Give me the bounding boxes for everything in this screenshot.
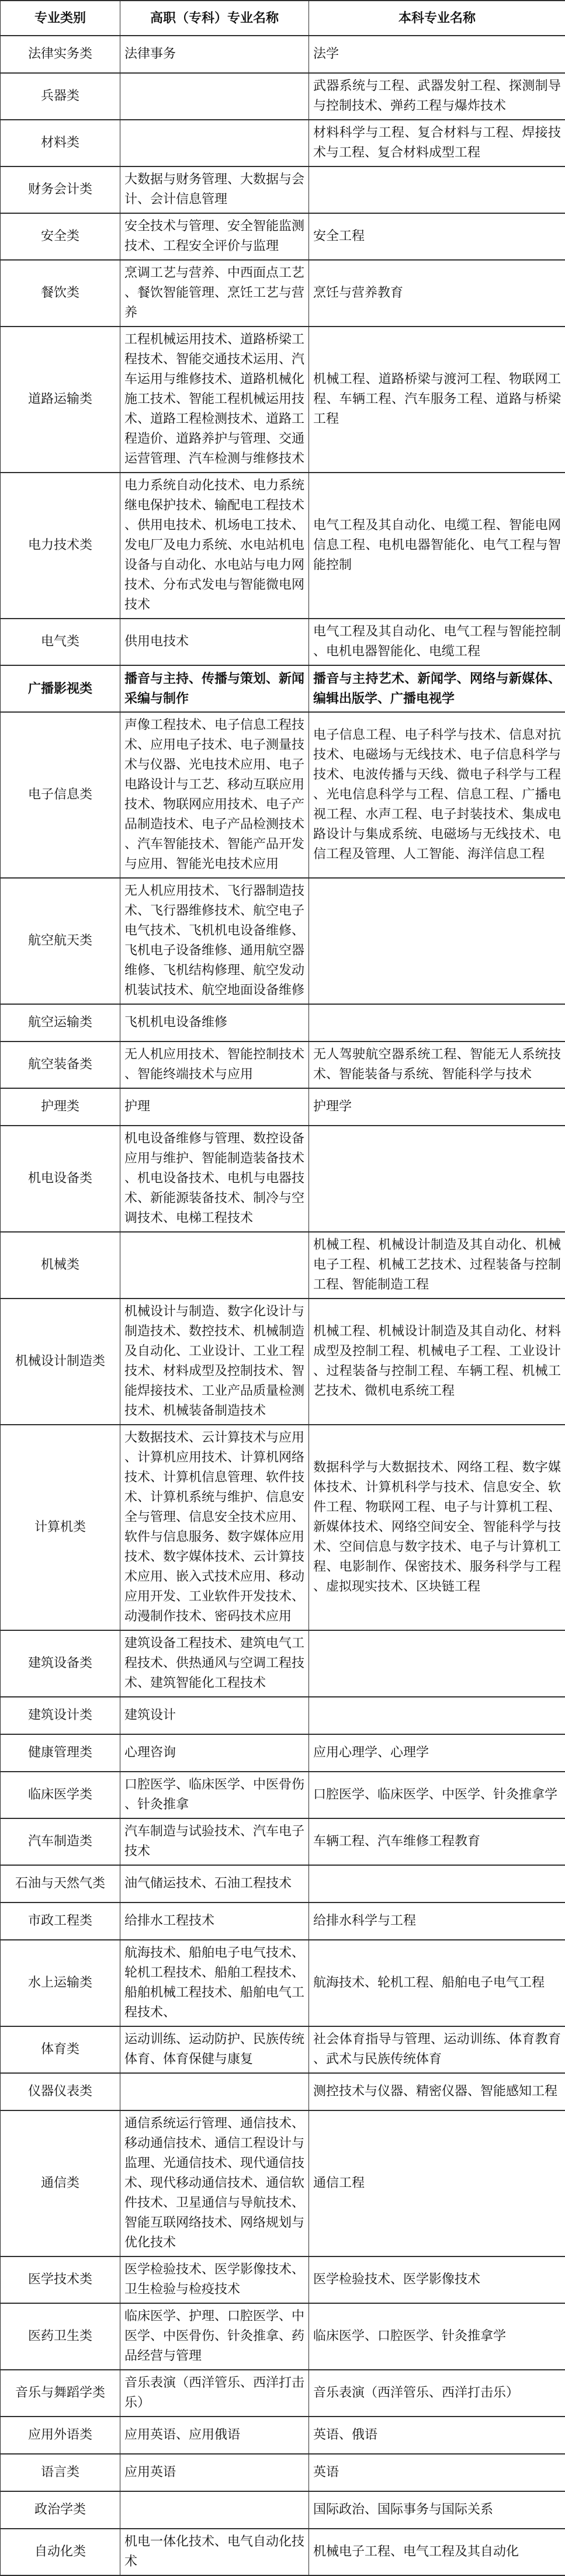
benke-majors-cell: 电子信息工程、电子科学与技术、信息对抗技术、电磁场与无线技术、电子信息科学与技术、电波传播与天线、微电子科学与工程、光电信息科学与工程、信息工程、广播电视工程、水声工程、电子封装技术、集成电路设计与集成系统、电磁场与无线技术、电信工程及管理、人工智能、海洋信息工程: [309, 712, 565, 878]
category-cell: 市政工程类: [1, 1903, 120, 1940]
gaozhi-majors-cell: 汽车制造与试验技术、汽车电子技术: [120, 1818, 309, 1865]
table-row: [1, 213, 565, 260]
category-cell: 道路运输类: [1, 327, 120, 473]
benke-majors-cell: 测控技术与仪器、精密仪器、智能感知工程: [309, 2073, 565, 2110]
benke-majors-cell: 应用心理学、心理学: [309, 1734, 565, 1772]
category-cell: 护理类: [1, 1088, 120, 1126]
gaozhi-majors-cell: [120, 1232, 309, 1299]
category-cell: 体育类: [1, 2026, 120, 2073]
category-cell: 水上运输类: [1, 1940, 120, 2026]
category-cell: 语言类: [1, 2454, 120, 2491]
gaozhi-majors-cell: 通信系统运行管理、通信技术、移动通信技术、通信工程设计与监理、光通信技术、现代通信技术、现代移动通信技术、通信软件技术、卫星通信与导航技术、智能互联网络技术、网络规划与优化技术: [120, 2110, 309, 2256]
benke-majors-cell: [309, 1865, 565, 1903]
benke-majors-cell: 通信工程: [309, 2110, 565, 2256]
category-cell: 政治学类: [1, 2491, 120, 2529]
category-cell: 航空运输类: [1, 1004, 120, 1041]
table-row: [1, 260, 565, 327]
category-cell: 通信类: [1, 2110, 120, 2256]
gaozhi-majors-cell: 口腔医学、临床医学、中医骨伤、针灸推拿: [120, 1772, 309, 1818]
gaozhi-majors-cell: [120, 2491, 309, 2529]
category-cell: 电力技术类: [1, 473, 120, 619]
gaozhi-majors-cell: [120, 73, 309, 120]
category-cell: 餐饮类: [1, 260, 120, 327]
gaozhi-majors-cell: 烹调工艺与营养、中西面点工艺、餐饮智能管理、烹饪工艺与营养: [120, 260, 309, 327]
category-cell: 建筑设计类: [1, 1697, 120, 1734]
table-row: [1, 1734, 565, 1772]
benke-majors-cell: 国际政治、国际事务与国际关系: [309, 2491, 565, 2529]
table-row: [1, 2303, 565, 2370]
col-header-gaozhi-majors: 高职（专科）专业名称: [120, 1, 309, 36]
benke-majors-cell: [309, 1697, 565, 1734]
benke-majors-cell: 音乐表演（西洋管乐、西洋打击乐）: [309, 2370, 565, 2417]
benke-majors-cell: 护理学: [309, 1088, 565, 1126]
benke-majors-cell: [309, 878, 565, 1004]
table-row: [1, 2256, 565, 2303]
benke-majors-cell: 机械工程、机械设计制造及其自动化、材料成型及控制工程、机械电子工程、工业设计、过程装备与控制工程、车辆工程、机械工艺技术、微机电系统工程: [309, 1299, 565, 1425]
benke-majors-cell: 英语、俄语: [309, 2417, 565, 2454]
benke-majors-cell: 电气工程及其自动化、电缆工程、智能电网信息工程、电机电器智能化、电气工程与智能控制: [309, 473, 565, 619]
benke-majors-cell: [309, 166, 565, 213]
gaozhi-majors-cell: 建筑设备工程技术、建筑电气工程技术、供热通风与空调工程技术、建筑智能化工程技术: [120, 1630, 309, 1697]
gaozhi-majors-cell: 机械设计与制造、数字化设计与制造技术、数控技术、机械制造及自动化、工业设计、工业工程技术、材料成型及控制技术、智能焊接技术、工业产品质量检测技术、机械装备制造技术: [120, 1299, 309, 1425]
category-cell: 应用外语类: [1, 2417, 120, 2454]
category-cell: 建筑设备类: [1, 1630, 120, 1697]
table-row: [1, 1630, 565, 1697]
table-row: [1, 2417, 565, 2454]
table-row: [1, 327, 565, 473]
gaozhi-majors-cell: 临床医学、护理、口腔医学、中医学、中医骨伤、针灸推拿、药品经营与管理: [120, 2303, 309, 2370]
gaozhi-majors-cell: 油气储运技术、石油工程技术: [120, 1865, 309, 1903]
col-header-category: 专业类别: [1, 1, 120, 36]
benke-majors-cell: 电气工程及其自动化、电气工程与智能控制、电机电器智能化、电缆工程: [309, 619, 565, 665]
gaozhi-majors-cell: 飞机机电设备维修: [120, 1004, 309, 1041]
benke-majors-cell: [309, 1004, 565, 1041]
category-cell: 自动化类: [1, 2529, 120, 2575]
gaozhi-majors-cell: 大数据技术、云计算技术与应用、计算机应用技术、计算机网络技术、计算机信息管理、软件技术、计算机系统与维护、信息安全与管理、信息安全技术应用、软件与信息服务、数字媒体应用技术、数字媒体技术、云计算技术应用、嵌入式技术应用、移动应用开发、工业软件开发技术、动漫制作技术、密码技术应用: [120, 1425, 309, 1630]
gaozhi-majors-cell: 机电设备维修与管理、数控设备应用与维护、智能制造装备技术、机电设备技术、电机与电器技术、新能源装备技术、制冷与空调技术、电梯工程技术: [120, 1126, 309, 1232]
category-cell: 法律实务类: [1, 36, 120, 73]
gaozhi-majors-cell: 大数据与财务管理、大数据与会计、会计信息管理: [120, 166, 309, 213]
gaozhi-majors-cell: 电力系统自动化技术、电力系统继电保护技术、输配电工程技术、供用电技术、机场电工技术、发电厂及电力系统、水电站机电设备与自动化、水电站与电力网技术、分布式发电与智能微电网技术: [120, 473, 309, 619]
category-cell: 航空装备类: [1, 1041, 120, 1088]
table-row: [1, 2370, 565, 2417]
category-cell: 机电设备类: [1, 1126, 120, 1232]
category-cell: 材料类: [1, 120, 120, 166]
category-cell: 石油与天然气类: [1, 1865, 120, 1903]
benke-majors-cell: 医学检验技术、医学影像技术: [309, 2256, 565, 2303]
table-row: [1, 619, 565, 665]
benke-majors-cell: 无人驾驶航空器系统工程、智能无人系统技术、智能装备与系统、智能科学与技术: [309, 1041, 565, 1088]
category-cell: 安全类: [1, 213, 120, 260]
gaozhi-majors-cell: 供用电技术: [120, 619, 309, 665]
category-cell: 健康管理类: [1, 1734, 120, 1772]
category-cell: 广播影视类: [1, 665, 120, 712]
table-row: [1, 473, 565, 619]
benke-majors-cell: 机械工程、道路桥梁与渡河工程、物联网工程、车辆工程、汽车服务工程、道路与桥梁工程: [309, 327, 565, 473]
gaozhi-majors-cell: 安全技术与管理、安全智能监测技术、工程安全评价与监理: [120, 213, 309, 260]
table-row: [1, 1004, 565, 1041]
table-row: [1, 1126, 565, 1232]
table-body: [1, 36, 565, 2575]
category-cell: 机械设计制造类: [1, 1299, 120, 1425]
table-row: [1, 665, 565, 712]
table-row: [1, 73, 565, 120]
table-row: [1, 712, 565, 878]
benke-majors-cell: 材料科学与工程、复合材料与工程、焊接技术与工程、复合材料成型工程: [309, 120, 565, 166]
benke-majors-cell: 航海技术、轮机工程、船舶电子电气工程: [309, 1940, 565, 2026]
table-row: [1, 2026, 565, 2073]
table-row: [1, 2454, 565, 2491]
table-row: [1, 36, 565, 73]
table-row: [1, 120, 565, 166]
benke-majors-cell: 数据科学与大数据技术、网络工程、数字媒体技术、计算机科学与技术、信息安全、软件工程、物联网工程、电子与计算机工程、新媒体技术、网络空间安全、智能科学与技术、空间信息与数字技术、电子与计算机工程、电影制作、保密技术、服务科学与工程、虚拟现实技术、区块链工程: [309, 1425, 565, 1630]
table-row: [1, 166, 565, 213]
gaozhi-majors-cell: 法律事务: [120, 36, 309, 73]
benke-majors-cell: 英语: [309, 2454, 565, 2491]
table-row: [1, 1940, 565, 2026]
table-row: [1, 1772, 565, 1818]
category-cell: 机械类: [1, 1232, 120, 1299]
category-cell: 医学技术类: [1, 2256, 120, 2303]
gaozhi-majors-cell: 应用英语: [120, 2454, 309, 2491]
header-row: [1, 1, 565, 36]
gaozhi-majors-cell: 运动训练、运动防护、民族传统体育、体育保健与康复: [120, 2026, 309, 2073]
gaozhi-majors-cell: [120, 120, 309, 166]
category-cell: 航空航天类: [1, 878, 120, 1004]
category-cell: 计算机类: [1, 1425, 120, 1630]
benke-majors-cell: 武器系统与工程、武器发射工程、探测制导与控制技术、弹药工程与爆炸技术: [309, 73, 565, 120]
gaozhi-majors-cell: 工程机械运用技术、道路桥梁工程技术、智能交通技术运用、汽车运用与维修技术、道路机械化施工技术、智能工程机械运用技术、道路工程检测技术、道路工程造价、道路养护与管理、交通运营管理、汽车检测与维修技术: [120, 327, 309, 473]
category-cell: 兵器类: [1, 73, 120, 120]
category-cell: 音乐与舞蹈学类: [1, 2370, 120, 2417]
table-row: [1, 1041, 565, 1088]
table-row: [1, 1299, 565, 1425]
gaozhi-majors-cell: 机电一体化技术、电气自动化技术: [120, 2529, 309, 2575]
category-cell: 汽车制造类: [1, 1818, 120, 1865]
benke-majors-cell: 车辆工程、汽车维修工程教育: [309, 1818, 565, 1865]
gaozhi-majors-cell: 音乐表演（西洋管乐、西洋打击乐）: [120, 2370, 309, 2417]
table-row: [1, 1088, 565, 1126]
table-row: [1, 2110, 565, 2256]
category-cell: 电子信息类: [1, 712, 120, 878]
gaozhi-majors-cell: 无人机应用技术、智能控制技术、智能终端技术与应用: [120, 1041, 309, 1088]
category-cell: 仪器仪表类: [1, 2073, 120, 2110]
table-row: [1, 2529, 565, 2575]
benke-majors-cell: 机械电子工程、电气工程及其自动化: [309, 2529, 565, 2575]
benke-majors-cell: 播音与主持艺术、新闻学、网络与新媒体、编辑出版学、广播电视学: [309, 665, 565, 712]
gaozhi-majors-cell: 建筑设计: [120, 1697, 309, 1734]
benke-majors-cell: 烹饪与营养教育: [309, 260, 565, 327]
benke-majors-cell: [309, 1630, 565, 1697]
gaozhi-majors-cell: 医学检验技术、医学影像技术、卫生检验与检疫技术: [120, 2256, 309, 2303]
gaozhi-majors-cell: 声像工程技术、电子信息工程技术、应用电子技术、电子测量技术与仪器、光电技术应用、电子电路设计与工艺、移动互联应用技术、物联网应用技术、电子产品制造技术、电子产品检测技术、汽车智能技术、智能产品开发与应用、智能光电技术应用: [120, 712, 309, 878]
table-row: [1, 1697, 565, 1734]
benke-majors-cell: [309, 1126, 565, 1232]
category-cell: 医药卫生类: [1, 2303, 120, 2370]
table-row: [1, 2073, 565, 2110]
table-row: [1, 1903, 565, 1940]
benke-majors-cell: 机械工程、机械设计制造及其自动化、机械电子工程、机械工艺技术、过程装备与控制工程、智能制造工程: [309, 1232, 565, 1299]
table-row: [1, 1818, 565, 1865]
gaozhi-majors-cell: 无人机应用技术、飞行器制造技术、飞行器维修技术、航空电子电气技术、飞机机电设备维修、飞机电子设备维修、通用航空器维修、飞机结构修理、航空发动机装试技术、航空地面设备维修: [120, 878, 309, 1004]
benke-majors-cell: 安全工程: [309, 213, 565, 260]
table-row: [1, 1865, 565, 1903]
gaozhi-majors-cell: 护理: [120, 1088, 309, 1126]
gaozhi-majors-cell: 播音与主持、传播与策划、新闻采编与制作: [120, 665, 309, 712]
category-cell: 财务会计类: [1, 166, 120, 213]
col-header-benke-majors: 本科专业名称: [309, 1, 565, 36]
gaozhi-majors-cell: [120, 2073, 309, 2110]
gaozhi-majors-cell: 给排水工程技术: [120, 1903, 309, 1940]
gaozhi-majors-cell: 航海技术、船舶电子电气技术、轮机工程技术、船舶工程技术、船舶机械工程技术、船舶电气工程技术、: [120, 1940, 309, 2026]
table-row: [1, 2491, 565, 2529]
gaozhi-majors-cell: 心理咨询: [120, 1734, 309, 1772]
gaozhi-majors-cell: 应用英语、应用俄语: [120, 2417, 309, 2454]
benke-majors-cell: 给排水科学与工程: [309, 1903, 565, 1940]
category-cell: 电气类: [1, 619, 120, 665]
benke-majors-cell: 口腔医学、临床医学、中医学、针灸推拿学: [309, 1772, 565, 1818]
table-row: [1, 1232, 565, 1299]
benke-majors-cell: 法学: [309, 36, 565, 73]
table-row: [1, 878, 565, 1004]
category-cell: 临床医学类: [1, 1772, 120, 1818]
table-row: [1, 1425, 565, 1630]
benke-majors-cell: 社会体育指导与管理、运动训练、体育教育、武术与民族传统体育: [309, 2026, 565, 2073]
benke-majors-cell: 临床医学、口腔医学、针灸推拿学: [309, 2303, 565, 2370]
